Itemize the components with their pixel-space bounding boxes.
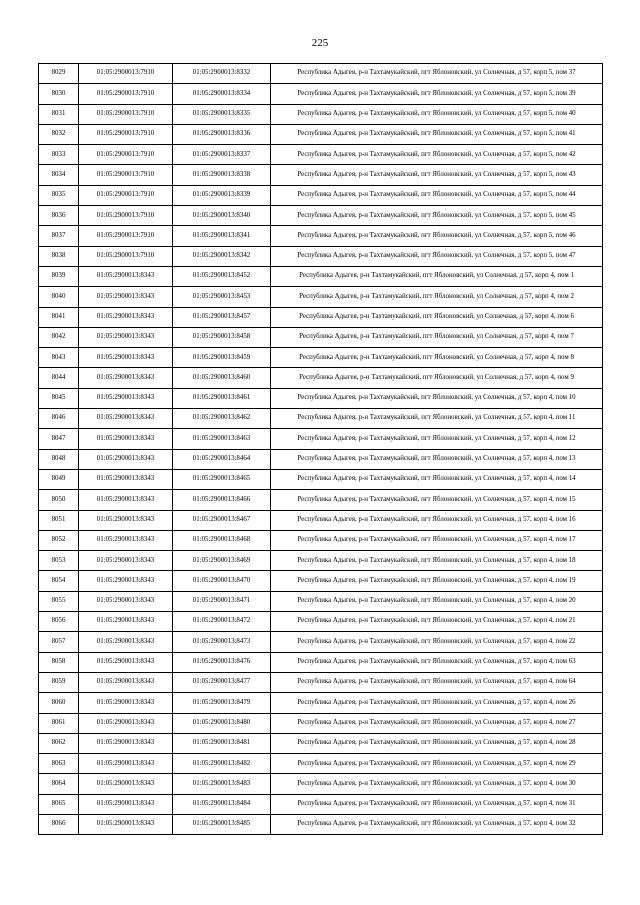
table-row — [39, 348, 603, 368]
cadastral-number-cell: 01:05:2900013:8332 — [173, 64, 271, 84]
address-cell: Республика Адыгея, р-н Тахтамукайский, пгт Яблоновский, ул Солнечная, д 57, корп 5, пом 47 — [271, 246, 603, 266]
parent-cadastral-number-cell: 01:05:2900013:8343 — [79, 530, 173, 550]
parent-cadastral-number-cell: 01:05:2900013:7910 — [79, 246, 173, 266]
table-row — [39, 774, 603, 794]
table-row — [39, 571, 603, 591]
address-cell: Республика Адыгея, р-н Тахтамукайский, пгт Яблоновский, ул Солнечная, д 57, корп 4, пом 27 — [271, 713, 603, 733]
cadastral-number-cell: 01:05:2900013:8479 — [173, 693, 271, 713]
cadastral-number-cell: 01:05:2900013:8338 — [173, 165, 271, 185]
row-number-cell: 8039 — [39, 266, 79, 286]
parent-cadastral-number-cell: 01:05:2900013:8343 — [79, 591, 173, 611]
address-cell: Республика Адыгея, р-н Тахтамукайский, пгт Яблоновский, ул Солнечная, д 57, корп 5, пом 40 — [271, 104, 603, 124]
cadastral-number-cell: 01:05:2900013:8484 — [173, 794, 271, 814]
row-number-cell: 8041 — [39, 307, 79, 327]
row-number-cell: 8050 — [39, 490, 79, 510]
table-row — [39, 814, 603, 834]
table-row — [39, 165, 603, 185]
parent-cadastral-number-cell: 01:05:2900013:7910 — [79, 145, 173, 165]
row-number-cell: 8054 — [39, 571, 79, 591]
row-number-cell: 8058 — [39, 652, 79, 672]
address-cell: Республика Адыгея, р-н Тахтамукайский, пгт Яблоновский, ул Солнечная, д 57, корп 4, пом 2 — [271, 287, 603, 307]
address-cell: Республика Адыгея, р-н Тахтамукайский, пгт Яблоновский, ул Солнечная, д 57, корп 4, пом 20 — [271, 591, 603, 611]
address-cell: Республика Адыгея, р-н Тахтамукайский, пгт Яблоновский, ул Солнечная, д 57, корп 4, пом 63 — [271, 652, 603, 672]
table-row — [39, 672, 603, 692]
table-row — [39, 307, 603, 327]
cadastral-number-cell: 01:05:2900013:8459 — [173, 348, 271, 368]
cadastral-number-cell: 01:05:2900013:8472 — [173, 612, 271, 632]
table-row — [39, 104, 603, 124]
parent-cadastral-number-cell: 01:05:2900013:8343 — [79, 307, 173, 327]
row-number-cell: 8030 — [39, 84, 79, 104]
row-number-cell: 8032 — [39, 124, 79, 144]
table-row — [39, 693, 603, 713]
parent-cadastral-number-cell: 01:05:2900013:7910 — [79, 206, 173, 226]
address-cell: Республика Адыгея, р-н Тахтамукайский, пгт Яблоновский, ул Солнечная, д 57, корп 4, пом 12 — [271, 429, 603, 449]
cadastral-number-cell: 01:05:2900013:8468 — [173, 530, 271, 550]
table-row — [39, 449, 603, 469]
row-number-cell: 8031 — [39, 104, 79, 124]
parent-cadastral-number-cell: 01:05:2900013:7910 — [79, 124, 173, 144]
address-cell: Республика Адыгея, р-н Тахтамукайский, пгт Яблоновский, ул Солнечная, д 57, корп 5, пом 45 — [271, 206, 603, 226]
table-row — [39, 206, 603, 226]
row-number-cell: 8061 — [39, 713, 79, 733]
address-cell: Республика Адыгея, р-н Тахтамукайский, пгт Яблоновский, ул Солнечная, д 57, корп 4, пом 26 — [271, 693, 603, 713]
row-number-cell: 8034 — [39, 165, 79, 185]
address-cell: Республика Адыгея, р-н Тахтамукайский, пгт Яблоновский, ул Солнечная, д 57, корп 4, пом 9 — [271, 368, 603, 388]
row-number-cell: 8043 — [39, 348, 79, 368]
parent-cadastral-number-cell: 01:05:2900013:8343 — [79, 672, 173, 692]
address-cell: Республика Адыгея, р-н Тахтамукайский, пгт Яблоновский, ул Солнечная, д 57, корп 4, пом 10 — [271, 388, 603, 408]
cadastral-number-cell: 01:05:2900013:8342 — [173, 246, 271, 266]
table-row — [39, 794, 603, 814]
table-row — [39, 145, 603, 165]
cadastral-number-cell: 01:05:2900013:8480 — [173, 713, 271, 733]
table-row — [39, 266, 603, 286]
row-number-cell: 8065 — [39, 794, 79, 814]
row-number-cell: 8063 — [39, 754, 79, 774]
cadastral-number-cell: 01:05:2900013:8469 — [173, 551, 271, 571]
cadastral-number-cell: 01:05:2900013:8473 — [173, 632, 271, 652]
cadastral-number-cell: 01:05:2900013:8463 — [173, 429, 271, 449]
cadastral-number-cell: 01:05:2900013:8458 — [173, 327, 271, 347]
cadastral-number-cell: 01:05:2900013:8471 — [173, 591, 271, 611]
address-cell: Республика Адыгея, р-н Тахтамукайский, пгт Яблоновский, ул Солнечная, д 57, корп 4, пом 11 — [271, 409, 603, 429]
table-row — [39, 287, 603, 307]
table-body — [39, 64, 603, 835]
table-row — [39, 652, 603, 672]
cadastral-number-cell: 01:05:2900013:8477 — [173, 672, 271, 692]
cadastral-number-cell: 01:05:2900013:8336 — [173, 124, 271, 144]
cadastral-number-cell: 01:05:2900013:8461 — [173, 388, 271, 408]
row-number-cell: 8066 — [39, 814, 79, 834]
parent-cadastral-number-cell: 01:05:2900013:8343 — [79, 571, 173, 591]
parent-cadastral-number-cell: 01:05:2900013:7910 — [79, 226, 173, 246]
row-number-cell: 8048 — [39, 449, 79, 469]
parent-cadastral-number-cell: 01:05:2900013:8343 — [79, 551, 173, 571]
table-row — [39, 388, 603, 408]
row-number-cell: 8056 — [39, 612, 79, 632]
cadastral-number-cell: 01:05:2900013:8465 — [173, 469, 271, 489]
cadastral-number-cell: 01:05:2900013:8482 — [173, 754, 271, 774]
cadastral-number-cell: 01:05:2900013:8470 — [173, 571, 271, 591]
cadastral-number-cell: 01:05:2900013:8334 — [173, 84, 271, 104]
address-cell: Республика Адыгея, р-н Тахтамукайский, пгт Яблоновский, ул Солнечная, д 57, корп 4, пом 14 — [271, 469, 603, 489]
cadastral-number-cell: 01:05:2900013:8335 — [173, 104, 271, 124]
cadastral-number-cell: 01:05:2900013:8453 — [173, 287, 271, 307]
row-number-cell: 8040 — [39, 287, 79, 307]
cadastral-number-cell: 01:05:2900013:8483 — [173, 774, 271, 794]
table-row — [39, 591, 603, 611]
address-cell: Республика Адыгея, р-н Тахтамукайский, пгт Яблоновский, ул Солнечная, д 57, корп 5, пом 41 — [271, 124, 603, 144]
address-cell: Республика Адыгея, р-н Тахтамукайский, пгт Яблоновский, ул Солнечная, д 57, корп 4, пом 16 — [271, 510, 603, 530]
table-row — [39, 64, 603, 84]
address-cell: Республика Адыгея, р-н Тахтамукайский, пгт Яблоновский, ул Солнечная, д 57, корп 4, пом 32 — [271, 814, 603, 834]
cadastral-number-cell: 01:05:2900013:8485 — [173, 814, 271, 834]
parent-cadastral-number-cell: 01:05:2900013:8343 — [79, 449, 173, 469]
table-row — [39, 612, 603, 632]
row-number-cell: 8037 — [39, 226, 79, 246]
address-cell: Республика Адыгея, р-н Тахтамукайский, пгт Яблоновский, ул Солнечная, д 57, корп 5, пом 37 — [271, 64, 603, 84]
row-number-cell: 8029 — [39, 64, 79, 84]
cadastral-number-cell: 01:05:2900013:8337 — [173, 145, 271, 165]
cadastral-number-cell: 01:05:2900013:8464 — [173, 449, 271, 469]
row-number-cell: 8042 — [39, 327, 79, 347]
parent-cadastral-number-cell: 01:05:2900013:8343 — [79, 652, 173, 672]
cadastral-number-cell: 01:05:2900013:8462 — [173, 409, 271, 429]
cadastral-number-cell: 01:05:2900013:8467 — [173, 510, 271, 530]
parent-cadastral-number-cell: 01:05:2900013:8343 — [79, 713, 173, 733]
table-row — [39, 713, 603, 733]
address-cell: Республика Адыгея, р-н Тахтамукайский, пгт Яблоновский, ул Солнечная, д 57, корп 4, пом 7 — [271, 327, 603, 347]
parent-cadastral-number-cell: 01:05:2900013:8343 — [79, 490, 173, 510]
row-number-cell: 8053 — [39, 551, 79, 571]
row-number-cell: 8046 — [39, 409, 79, 429]
table-row — [39, 530, 603, 550]
table-row — [39, 327, 603, 347]
parent-cadastral-number-cell: 01:05:2900013:7910 — [79, 84, 173, 104]
parent-cadastral-number-cell: 01:05:2900013:8343 — [79, 612, 173, 632]
table-row — [39, 490, 603, 510]
cadastral-number-cell: 01:05:2900013:8466 — [173, 490, 271, 510]
table-row — [39, 429, 603, 449]
parent-cadastral-number-cell: 01:05:2900013:8343 — [79, 733, 173, 753]
parent-cadastral-number-cell: 01:05:2900013:8343 — [79, 287, 173, 307]
row-number-cell: 8060 — [39, 693, 79, 713]
table-row — [39, 84, 603, 104]
row-number-cell: 8057 — [39, 632, 79, 652]
address-cell: Республика Адыгея, р-н Тахтамукайский, пгт Яблоновский, ул Солнечная, д 57, корп 5, пом 43 — [271, 165, 603, 185]
row-number-cell: 8049 — [39, 469, 79, 489]
address-cell: Республика Адыгея, р-н Тахтамукайский, пгт Яблоновский, ул Солнечная, д 57, корп 5, пом 44 — [271, 185, 603, 205]
address-cell: Республика Адыгея, р-н Тахтамукайский, пгт Яблоновский, ул Солнечная, д 57, корп 4, пом 30 — [271, 774, 603, 794]
address-cell: Республика Адыгея, р-н Тахтамукайский, пгт Яблоновский, ул Солнечная, д 57, корп 4, пом 17 — [271, 530, 603, 550]
address-cell: Республика Адыгея, р-н Тахтамукайский, пгт Яблоновский, ул Солнечная, д 57, корп 4, пом 13 — [271, 449, 603, 469]
address-cell: Республика Адыгея, р-н Тахтамукайский, пгт Яблоновский, ул Солнечная, д 57, корп 4, пом 15 — [271, 490, 603, 510]
address-cell: Республика Адыгея, р-н Тахтамукайский, пгт Яблоновский, ул Солнечная, д 57, корп 4, пом 64 — [271, 672, 603, 692]
row-number-cell: 8052 — [39, 530, 79, 550]
address-cell: Республика Адыгея, р-н Тахтамукайский, пгт Яблоновский, ул Солнечная, д 57, корп 4, пом 19 — [271, 571, 603, 591]
table-row — [39, 226, 603, 246]
parent-cadastral-number-cell: 01:05:2900013:8343 — [79, 469, 173, 489]
row-number-cell: 8036 — [39, 206, 79, 226]
table-row — [39, 632, 603, 652]
table-row — [39, 733, 603, 753]
parent-cadastral-number-cell: 01:05:2900013:8343 — [79, 510, 173, 530]
address-cell: Республика Адыгея, р-н Тахтамукайский, пгт Яблоновский, ул Солнечная, д 57, корп 4, пом 28 — [271, 733, 603, 753]
row-number-cell: 8064 — [39, 774, 79, 794]
parent-cadastral-number-cell: 01:05:2900013:8343 — [79, 409, 173, 429]
cadastral-number-cell: 01:05:2900013:8341 — [173, 226, 271, 246]
cadastral-number-cell: 01:05:2900013:8339 — [173, 185, 271, 205]
page-number: 225 — [311, 37, 329, 49]
row-number-cell: 8038 — [39, 246, 79, 266]
row-number-cell: 8044 — [39, 368, 79, 388]
parent-cadastral-number-cell: 01:05:2900013:8343 — [79, 774, 173, 794]
table-row — [39, 246, 603, 266]
cadastral-number-cell: 01:05:2900013:8481 — [173, 733, 271, 753]
parent-cadastral-number-cell: 01:05:2900013:7910 — [79, 185, 173, 205]
row-number-cell: 8033 — [39, 145, 79, 165]
cadastral-number-cell: 01:05:2900013:8457 — [173, 307, 271, 327]
parent-cadastral-number-cell: 01:05:2900013:8343 — [79, 794, 173, 814]
address-cell: Республика Адыгея, р-н Тахтамукайский, пгт Яблоновский, ул Солнечная, д 57, корп 4, пом 31 — [271, 794, 603, 814]
address-cell: Республика Адыгея, р-н Тахтамукайский, пгт Яблоновский, ул Солнечная, д 57, корп 4, пом 6 — [271, 307, 603, 327]
table-row — [39, 368, 603, 388]
row-number-cell: 8051 — [39, 510, 79, 530]
table-row — [39, 754, 603, 774]
table-row — [39, 469, 603, 489]
address-cell: Республика Адыгея, р-н Тахтамукайский, пгт Яблоновский, ул Солнечная, д 57, корп 4, пом 29 — [271, 754, 603, 774]
parent-cadastral-number-cell: 01:05:2900013:7910 — [79, 64, 173, 84]
row-number-cell: 8035 — [39, 185, 79, 205]
row-number-cell: 8055 — [39, 591, 79, 611]
parent-cadastral-number-cell: 01:05:2900013:8343 — [79, 754, 173, 774]
cadastral-number-cell: 01:05:2900013:8460 — [173, 368, 271, 388]
address-cell: Республика Адыгея, р-н Тахтамукайский, пгт Яблоновский, ул Солнечная, д 57, корп 4, пом 8 — [271, 348, 603, 368]
parent-cadastral-number-cell: 01:05:2900013:8343 — [79, 693, 173, 713]
row-number-cell: 8045 — [39, 388, 79, 408]
cadastral-number-cell: 01:05:2900013:8476 — [173, 652, 271, 672]
row-number-cell: 8059 — [39, 672, 79, 692]
table-row — [39, 124, 603, 144]
table-row — [39, 510, 603, 530]
cadastral-number-cell: 01:05:2900013:8452 — [173, 266, 271, 286]
address-cell: Республика Адыгея, р-н Тахтамукайский, пгт Яблоновский, ул Солнечная, д 57, корп 4, пом 21 — [271, 612, 603, 632]
parent-cadastral-number-cell: 01:05:2900013:8343 — [79, 348, 173, 368]
parent-cadastral-number-cell: 01:05:2900013:8343 — [79, 632, 173, 652]
parent-cadastral-number-cell: 01:05:2900013:8343 — [79, 368, 173, 388]
parent-cadastral-number-cell: 01:05:2900013:8343 — [79, 266, 173, 286]
cadastral-number-cell: 01:05:2900013:8340 — [173, 206, 271, 226]
address-cell: Республика Адыгея, р-н Тахтамукайский, пгт Яблоновский, ул Солнечная, д 57, корп 5, пом 39 — [271, 84, 603, 104]
address-cell: Республика Адыгея, р-н Тахтамукайский, пгт Яблоновский, ул Солнечная, д 57, корп 4, пом 22 — [271, 632, 603, 652]
address-cell: Республика Адыгея, р-н Тахтамукайский, пгт Яблоновский, ул Солнечная, д 57, корп 4, пом 1 — [271, 266, 603, 286]
row-number-cell: 8047 — [39, 429, 79, 449]
table-row — [39, 551, 603, 571]
address-cell: Республика Адыгея, р-н Тахтамукайский, пгт Яблоновский, ул Солнечная, д 57, корп 4, пом 18 — [271, 551, 603, 571]
parent-cadastral-number-cell: 01:05:2900013:7910 — [79, 104, 173, 124]
parent-cadastral-number-cell: 01:05:2900013:7910 — [79, 165, 173, 185]
row-number-cell: 8062 — [39, 733, 79, 753]
address-cell: Республика Адыгея, р-н Тахтамукайский, пгт Яблоновский, ул Солнечная, д 57, корп 5, пом 46 — [271, 226, 603, 246]
parent-cadastral-number-cell: 01:05:2900013:8343 — [79, 388, 173, 408]
parent-cadastral-number-cell: 01:05:2900013:8343 — [79, 327, 173, 347]
table-row — [39, 185, 603, 205]
parent-cadastral-number-cell: 01:05:2900013:8343 — [79, 814, 173, 834]
cadastral-register-table — [38, 63, 603, 835]
address-cell: Республика Адыгея, р-н Тахтамукайский, пгт Яблоновский, ул Солнечная, д 57, корп 5, пом 42 — [271, 145, 603, 165]
table-row — [39, 409, 603, 429]
parent-cadastral-number-cell: 01:05:2900013:8343 — [79, 429, 173, 449]
